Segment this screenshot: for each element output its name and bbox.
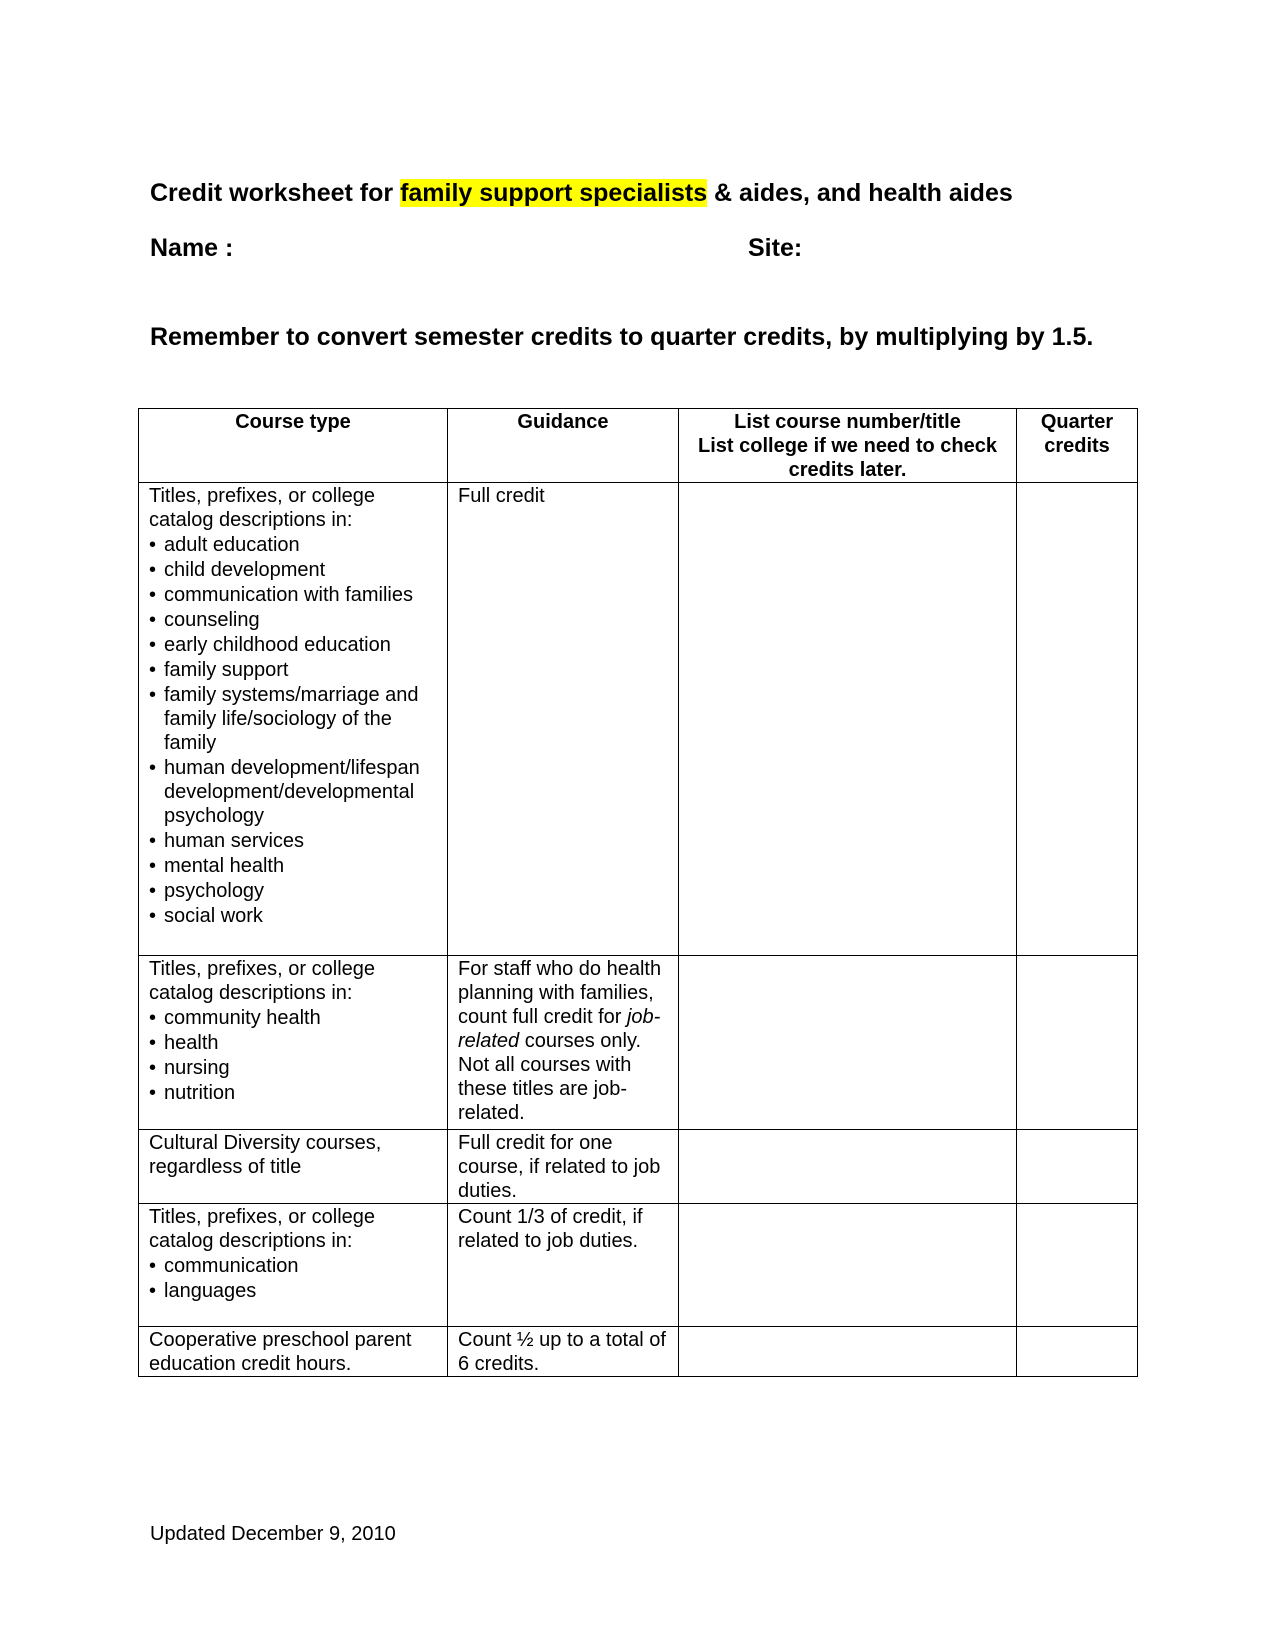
bullet-icon: • (149, 855, 157, 877)
guidance-cell: Full credit (448, 483, 679, 956)
updated-date: Updated December 9, 2010 (150, 1523, 396, 1545)
header-list-course-line1: List course number/title (734, 411, 961, 433)
bullet-icon: • (149, 609, 157, 631)
bullet-icon: • (149, 905, 157, 927)
course-type-cell: Cooperative preschool parent education credit hours. (139, 1327, 448, 1377)
bullet-icon: • (149, 880, 157, 902)
course-intro: Titles, prefixes, or college catalog descriptions in: (149, 958, 376, 1004)
name-label: Name : (150, 234, 234, 262)
quarter-credits-entry-cell[interactable] (1017, 1327, 1138, 1377)
list-item: • community health (149, 1007, 321, 1029)
bullet-icon: • (149, 830, 157, 852)
guidance-cell: For staff who do health planning with families, count full credit for job- related courses only. Not all courses with these titles are job-related. (448, 956, 679, 1130)
header-list-course-line2: List college if we need to check credits later. (698, 435, 997, 481)
list-item: • social work (149, 905, 263, 927)
guidance-cell: Count 1/3 of credit, if related to job duties. (448, 1204, 679, 1327)
conversion-reminder: Remember to convert semester credits to quarter credits, by multiplying by 1.5. (150, 323, 1094, 351)
bullet-icon: • (149, 1255, 157, 1277)
table-row (139, 1327, 1138, 1377)
table-row (139, 483, 1138, 956)
header-course-type: Course type (139, 409, 448, 483)
site-label: Site: (748, 234, 803, 262)
table-row (139, 1204, 1138, 1327)
list-item: • nursing (149, 1057, 230, 1079)
bullet-icon: • (149, 684, 157, 706)
header-quarter-credits: Quarter credits (1017, 409, 1138, 483)
title-suffix: & aides, and health aides (707, 179, 1013, 207)
bullet-icon: • (149, 559, 157, 581)
page-title (150, 178, 1013, 208)
course-list (149, 1254, 437, 1303)
course-type-cell (139, 956, 448, 1130)
bullet-icon: • (149, 1082, 157, 1104)
list-item: • communication with families (149, 584, 413, 606)
course-number-entry-cell[interactable] (679, 1327, 1017, 1377)
bullet-icon: • (149, 659, 157, 681)
list-item: • psychology (149, 880, 265, 902)
list-item: • family support (149, 659, 289, 681)
quarter-credits-entry-cell[interactable] (1017, 956, 1138, 1130)
guidance-cell: Full credit for one course, if related to job duties. (448, 1130, 679, 1204)
course-number-entry-cell[interactable] (679, 956, 1017, 1130)
quarter-credits-entry-cell[interactable] (1017, 483, 1138, 956)
header-guidance: Guidance (448, 409, 679, 483)
list-item: • family systems/marriage and family life/sociology of the family (149, 684, 419, 754)
list-item: • health (149, 1032, 219, 1054)
bullet-icon: • (149, 1007, 157, 1029)
course-type-cell: Cultural Diversity courses, regardless of title (139, 1130, 448, 1204)
list-item: • human development/lifespan development/developmental psychology (149, 757, 420, 827)
bullet-icon: • (149, 1032, 157, 1054)
course-intro: Titles, prefixes, or college catalog descriptions in: (149, 1206, 376, 1252)
list-item: • languages (149, 1280, 257, 1302)
bullet-icon: • (149, 634, 157, 656)
header-list-course (679, 409, 1017, 483)
list-item: • early childhood education (149, 634, 391, 656)
list-item: • child development (149, 559, 326, 581)
table-row (139, 956, 1138, 1130)
bullet-icon: • (149, 1280, 157, 1302)
course-type-cell (139, 483, 448, 956)
title-prefix: Credit worksheet for (150, 179, 401, 207)
list-item: • adult education (149, 534, 300, 556)
bullet-icon: • (149, 1057, 157, 1079)
list-item: • nutrition (149, 1082, 236, 1104)
course-number-entry-cell[interactable] (679, 483, 1017, 956)
list-item: • human services (149, 830, 305, 852)
title-highlight: family support specialists (400, 179, 708, 207)
course-number-entry-cell[interactable] (679, 1204, 1017, 1327)
bullet-icon: • (149, 584, 157, 606)
credit-table (138, 408, 1138, 1377)
header-row (139, 409, 1138, 483)
job-related-emphasis: job- related (458, 1006, 661, 1052)
guidance-cell: Count ½ up to a total of 6 credits. (448, 1327, 679, 1377)
quarter-credits-entry-cell[interactable] (1017, 1204, 1138, 1327)
list-item: • counseling (149, 609, 260, 631)
bullet-icon: • (149, 534, 157, 556)
list-item: • communication (149, 1255, 299, 1277)
course-list (149, 1006, 437, 1105)
course-list (149, 533, 437, 928)
bullet-icon: • (149, 757, 157, 779)
course-number-entry-cell[interactable] (679, 1130, 1017, 1204)
list-item: • mental health (149, 855, 285, 877)
course-intro: Titles, prefixes, or college catalog descriptions in: (149, 485, 376, 531)
quarter-credits-entry-cell[interactable] (1017, 1130, 1138, 1204)
table-row (139, 1130, 1138, 1204)
course-type-cell (139, 1204, 448, 1327)
